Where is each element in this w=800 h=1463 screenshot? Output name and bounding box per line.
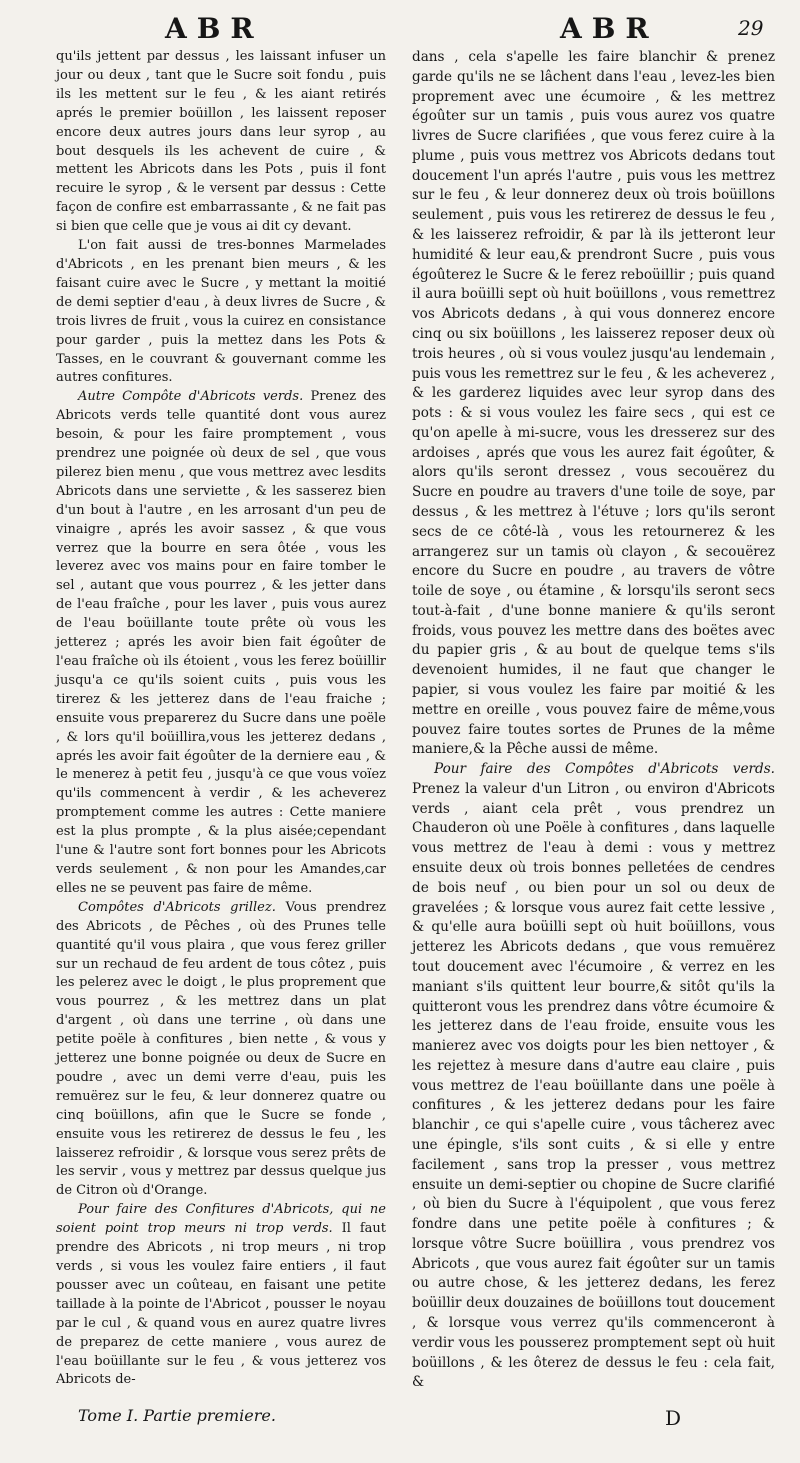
paragraph-text: Vous prendrez des Abricots , de Pêches , où des Prunes telle quantité qu'il vous plaira , que vous ferez griller sur un rechaud de feu ardent de tous côtez , puis les pelerez avec le doigt , le plus proprement que vous pourrez , & les mettrez dans un plat d'argent , où dans une terrine , où dans une petite poële à confitures , bien nette , & vous y jetterez une bonne poignée ou deux de Sucre en poudre , avec un demi verre d'eau, puis les remuërez sur le feu, & leur donnerez quatre ou cinq boüillons, afin que le Sucre se fonde , ensuite vous les retirerez de dessus le feu , les laisserez refroidir , & lorsque vous serez prêts de les servir , vous y mettrez par dessus quelque jus de Citron où d'Orange. [56,899,386,1199]
paragraph-text: qu'ils jettent par dessus , les laissant infuser un jour ou deux , tant que le Sucre soit fondu , puis ils les mettent sur le feu , & les aiant retirés aprés le premier boüillon , les laissent reposer encore deux autres jours dans leur syrop , au bout desquels ils les achevent de cuire , & mettent les Abricots dans les Pots , puis il font recuire le syrop , & le versent par dessus : Cette façon de confire est embarrassante , & ne fait pas si bien que celle que je vous ai dit cy devant. [56,49,387,235]
section-heading: Pour faire des Compôtes d'Abricots verds. [434,761,775,778]
paragraph [56,237,386,388]
paragraph-text: Prenez des Abricots verds telle quantité dont vous aurez besoin, & pour les faire promptement , vous prendrez une poignée où deux de sel , que vous pilerez bien menu , que vous mettrez avec lesdits Abricots dans une serviette , & les sasserez bien d'un bout à l'autre , en les arrosant d'un peu de vinaigre , aprés les avoir sassez , & que vous verrez que la bourre en sera ôtée , vous les leverez avec vos mains pour en faire tomber le sel , autant que vous pourrez , & les jetter dans de l'eau fraîche , pour les laver , puis vous aurez de l'eau boüillante toute prête où vous les jetterez ; aprés les avoir bien fait égoûter de l'eau fraîche où ils étoient , vous les ferez boüillir jusqu'a ce qu'ils soient cuits , puis vous les tirerez & les jetterez dans de l'eau fraiche ; ensuite vous preparerez du Sucre dans une poële , & lors qu'il boüillira,vous les jetterez dedans , aprés les avoir fait égoûter de la derniere eau , & le menerez à petit feu , jusqu'à ce que vous voïez qu'ils commencent à verdir , & les acheverez promptement comme les autres : Cette maniere est la plus prompte , & la plus aisée;cependant l'une & l'autre sont fort bonnes pour les Abricots verds seulement , & non pour les Amandes,car elles ne se peuvent pas faire de même. [56,389,386,896]
paragraph [56,1201,386,1390]
header-left-word: ABR [165,12,264,45]
paragraph [56,388,386,898]
paragraph-text: dans , cela s'apelle les faire blanchir & prenez garde qu'ils ne se lâchent dans l'eau , levez-les bien proprement avec une écumoire , & les mettrez égoûter sur un tamis , puis vous aurez vos quatre livres de Sucre clarifiées , que vous ferez cuire à la plume , puis vous mettrez vos Abricots dedans tout doucement l'un aprés l'autre , puis vous les mettrez sur le feu , & leur donnerez deux où trois boüillons seulement , puis vous les retirerez de dessus le feu , & les laisserez refroidir, & par là ils jetteront leur humidité & leur eau,& prendront Sucre , puis vous égoûterez le Sucre & le ferez reboüillir ; puis quand il aura boüilli sept où huit boüillons , vous remettrez vos Abricots dedans , à qui vous donnerez encore cinq ou six boüillons , les laisserez reposer deux où trois heures , où si vous voulez jusqu'au lendemain , puis vous les remettrez sur le feu , & les acheverez , & les garderez liquides avec leur syrop dans des pots : & si vous voulez les faire secs , qui est ce qu'on apelle à mi-sucre, vous les dresserez sur des ardoises , aprés que vous les aurez fait égoûter, & alors qu'ils seront dressez , vous secouërez du Sucre en poudre au travers d'une toile de soye, par dessus , & les mettrez à l'étuve ; lors qu'ils seront secs de ce côté-là , vous les retournerez & les arrangerez sur un tamis où clayon , & secouërez encore du Sucre en poudre , au travers de vôtre toile de soye , ou étamine , & lorsqu'ils seront secs tout-à-fait , d'une bonne maniere & qu'ils seront froids, vous pouvez les mettre dans des boëtes avec du papier gris , & au bout de quelque tems s'ils devenoient humides, il ne faut que changer le papier, si vous voulez les faire par moitié & les mettre en oreille , vous pouvez faire de même,vous pouvez faire toutes sortes de Prunes de la même maniere,& la Pêche aussi de même. [412,49,775,758]
page-number: 29 [738,16,764,40]
left-column [56,48,386,1390]
header-right-word: ABR [560,12,659,45]
footer-volume: Tome I. Partie premiere. [78,1406,276,1425]
footer-signature: D [665,1406,682,1430]
paragraph-text: Prenez la valeur d'un Litron , ou environ d'Abricots verds , aiant cela prêt , vous prendrez un Chauderon où une Poële à confitures , dans laquelle vous mettrez de l'eau à demi : vous y mettrez ensuite deux où trois bonnes pelletées de cendres de bois neuf , ou bien pour un sol ou deux de gravelées ; & lorsque vous aurez fait cette lessive , & qu'elle aura boüilli sept où huit boüillons, vous jetterez les Abricots dedans , que vous remuërez tout doucement avec l'écumoire , & verrez en les maniant s'ils quittent leur bourre,& sitôt qu'ils la quitteront vous les prendrez dans vôtre écumoire & les jetterez dans de l'eau froide, ensuite vous les manierez avec vos doigts pour les bien nettoyer , & les rejettez à mesure dans d'autre eau claire , puis vous mettrez de l'eau boüillante dans une poële à confitures , & les jetterez dedans pour les faire blanchir , ce qui s'apelle cuire , vous tâcherez avec une épingle, s'ils sont cuits , & si elle y entre facilement , sans trop la presser , vous mettrez ensuite un demi-septier ou chopine de Sucre clarifié , où bien du Sucre à l'équipolent , que vous ferez fondre dans une petite poële à confitures ; & lorsque vôtre Sucre boüillira , vous prendrez vos Abricots , que vous aurez fait égoûter sur un tamis ou autre chose, & les jetterez dedans, les ferez boüillir deux douzaines de boüillons tout doucement , & lorsque vous verrez qu'ils commenceront à verdir vous les pousserez promptement sept où huit boüillons , & les ôterez de dessus le feu : cela fait, & [412,780,775,1391]
paragraph-text: Il faut prendre des Abricots , ni trop meurs , ni trop verds , si vous les voulez faire entiers , il faut pousser avec un coûteau, en faisant une petite taillade à la pointe de l'Abricot , pousser le noyau par le cul , & quand vous en aurez quatre livres de preparez de cette maniere , vous aurez de l'eau boüillante sur le feu , & vous jetterez vos Abricots de- [56,1221,386,1388]
paragraph-text: L'on fait aussi de tres-bonnes Marmelades d'Abricots , en les prenant bien meurs , & les faisant cuire avec le Sucre , y mettant la moitié de demi septier d'eau , à deux livres de Sucre , & trois livres de fruit , vous la cuirez en consistance pour garder , puis la mettez dans les Pots & Tasses, en le couvrant & gouvernant comme les autres confitures. [56,238,386,386]
running-header [0,10,800,50]
paragraph [56,899,386,1202]
section-heading: Compôtes d'Abricots grillez. [78,899,276,915]
right-column [412,48,775,1393]
paragraph [56,48,386,237]
section-heading: Pour faire des Confitures d'Abricots, qui ne soient point trop meurs ni trop verds. [56,1202,386,1237]
section-heading: Autre Compôte d'Abricots verds. [78,389,304,405]
paragraph [412,48,775,760]
paragraph [412,760,775,1393]
